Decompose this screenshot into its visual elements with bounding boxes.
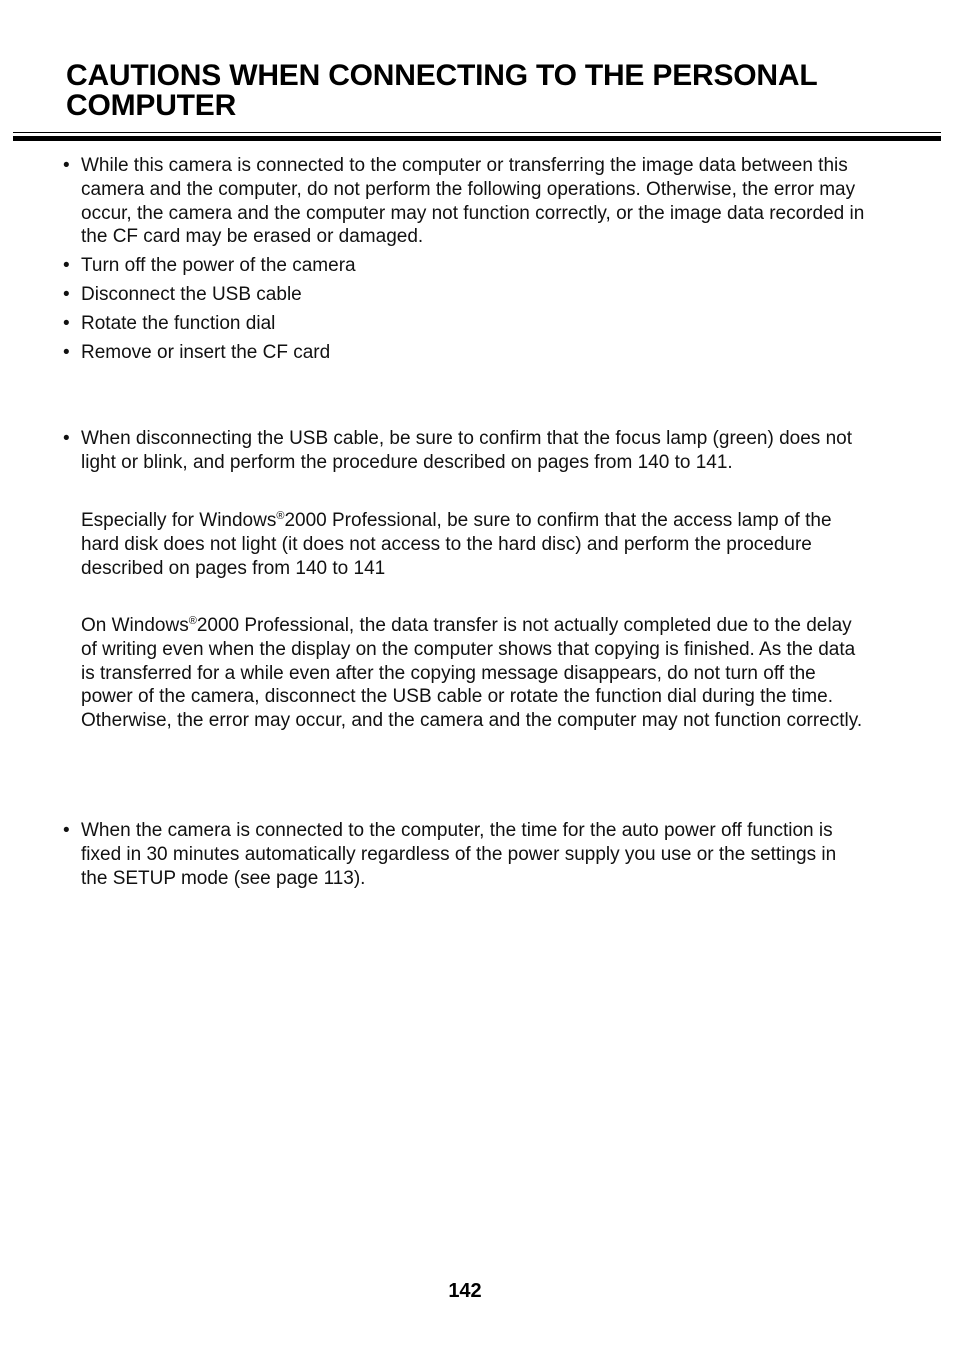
page-title: CAUTIONS WHEN CONNECTING TO THE PERSONAL COMPUTER xyxy=(66,59,817,122)
caution-text: When the camera is connected to the computer, the time for the auto power off function is fixed in 30 minutes automatically regardless of the power supply you use or the settings in the SETUP mode (see page 113). xyxy=(81,820,837,889)
caution-text: When disconnecting the USB cable, be sure to confirm that the focus lamp (green) does not light or blink, and perform the procedure described on pages from 140 to 141. xyxy=(81,428,852,473)
caution-text: Rotate the function dial xyxy=(81,313,276,334)
registered-trademark-icon: ® xyxy=(188,615,197,627)
caution-list-item-cf-card xyxy=(63,341,866,365)
page-number: 142 xyxy=(448,1280,482,1302)
bullet-icon: • xyxy=(63,342,70,363)
caution-list-item-auto-power-off xyxy=(63,819,866,890)
note-text-end: 2000 Professional, the data transfer is not actually completed due to the delay of writing even when the display on the computer shows that copying is finished. As the data is transferred for a while even after the copying message disappears, do not turn off the power of the camera, disconnect the USB cable or rotate the function dial during the time. Otherwise, the error may occur, and the camera and the computer may not function correctly. xyxy=(81,615,863,732)
caution-text: Disconnect the USB cable xyxy=(81,284,302,305)
caution-list-item-usb xyxy=(63,283,866,307)
note-text-start: On Windows xyxy=(81,615,189,636)
title-rule-thin xyxy=(13,132,941,133)
note-text-end: 2000 Professional, be sure to confirm that the access lamp of the hard disk does not light (it does not access to the hard disc) and perform the procedure described on pages from 140 to 141 xyxy=(81,510,832,579)
bullet-icon: • xyxy=(63,284,70,305)
registered-trademark-icon: ® xyxy=(276,510,285,522)
bullet-icon: • xyxy=(63,820,70,841)
windows-note-data-transfer xyxy=(81,614,866,733)
caution-list-item-power xyxy=(63,254,866,278)
caution-list-item-dial xyxy=(63,312,866,336)
bullet-icon: • xyxy=(63,255,70,276)
caution-text: Turn off the power of the camera xyxy=(81,255,356,276)
caution-list-item-transfer xyxy=(63,154,866,249)
title-rule-thick xyxy=(13,136,941,141)
caution-text: Remove or insert the CF card xyxy=(81,342,331,363)
bullet-icon: • xyxy=(63,155,70,176)
note-text-start: Especially for Windows xyxy=(81,510,277,531)
caution-list-item-disconnect xyxy=(63,427,866,475)
caution-text: While this camera is connected to the computer or transferring the image data between this camera and the computer, do not perform the following operations. Otherwise, the error may occur, the camera and the computer may not function correctly, or the image data recorded in the CF card may be erased or damaged. xyxy=(81,155,865,248)
bullet-icon: • xyxy=(63,313,70,334)
windows-note-access-lamp xyxy=(81,509,866,580)
bullet-icon: • xyxy=(63,428,70,449)
